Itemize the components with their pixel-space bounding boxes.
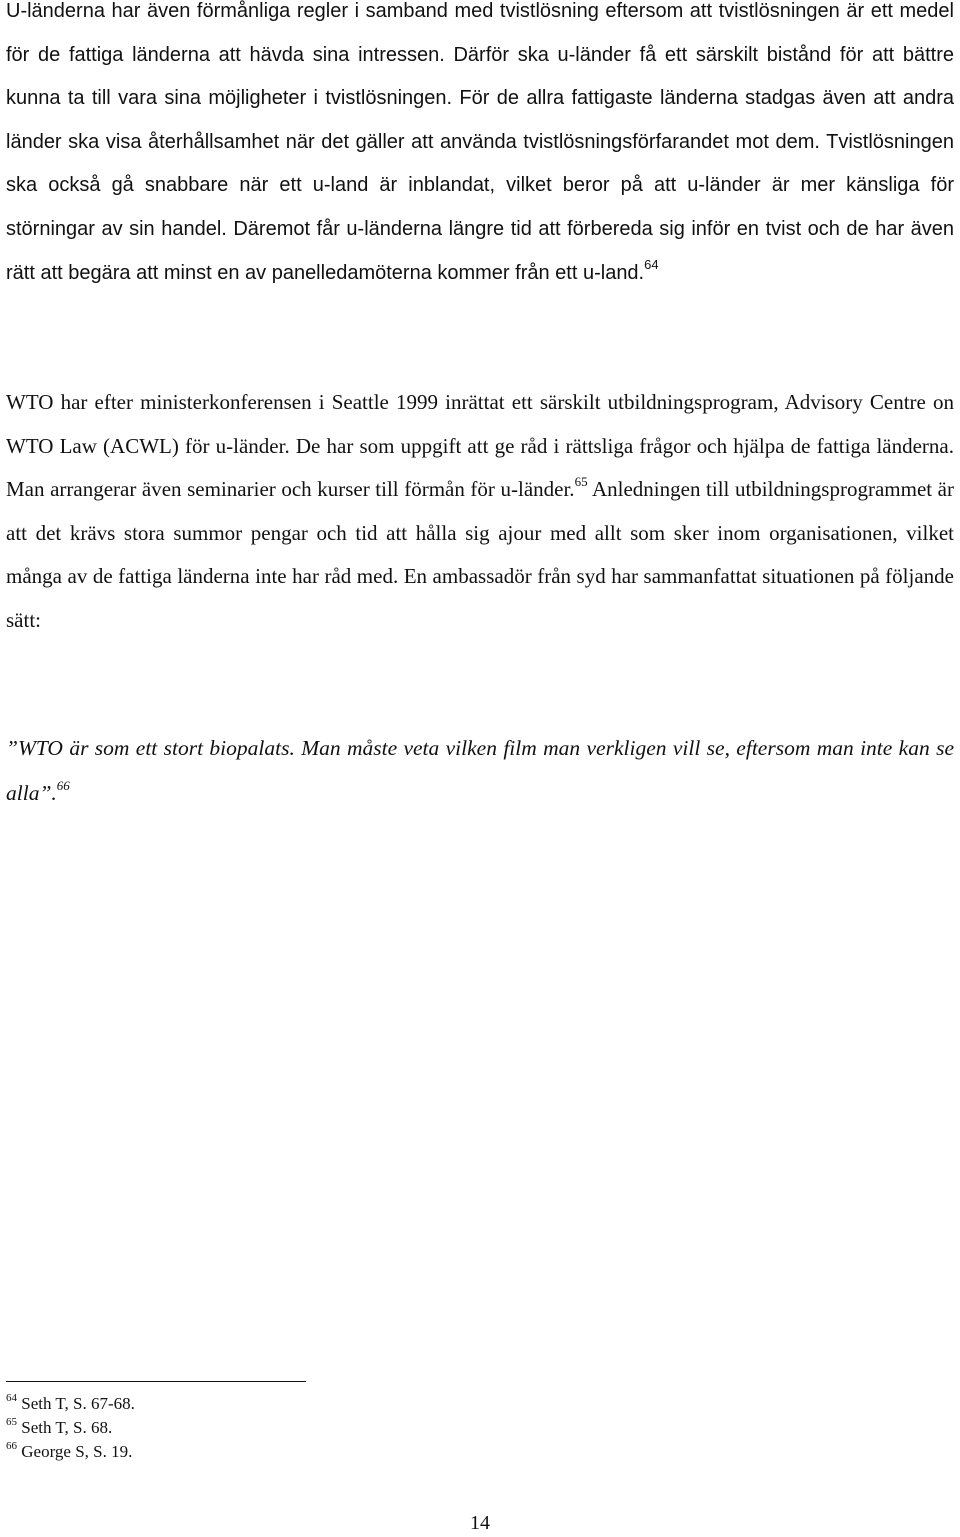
footnote-number: 65 <box>6 1416 17 1429</box>
footnote-ref-65[interactable]: 65 <box>574 474 588 490</box>
paragraph-text: U-länderna har även förmånliga regler i samband med tvistlösning eftersom att tvistlösningen är ett medel för de fattiga länderna att hävda sina intressen. Därför ska u-länder få ett särskilt bistånd för att bättre kunna ta till vara sina möjligheter i tvistlösningen. För de allra fattigaste länderna stadgas även att andra länder ska visa återhållsamhet när det gäller att använda tvistlösningsförfarandet mot dem. Tvistlösningen ska också gå snabbare när ett u-land är inblandat, vilket beror på att u-länder är mer känsliga för störningar av sin handel. Däremot får u-länderna längre tid att förbereda sig inför en tvist och de har även rätt att begära att minst en av panelledamöterna kommer från ett u-land. <box>6 0 954 284</box>
footnote-ref-66[interactable]: 66 <box>56 777 70 793</box>
paragraph-dispute-settlement <box>6 0 954 295</box>
footnote-separator <box>6 1381 306 1382</box>
paragraph-text-part-b: Anledningen till utbildningsprogrammet är att det krävs stora summor pengar och tid att hålla sig ajour med allt som sker inom organisationen, vilket många av de fattiga länderna inte har råd med. En ambassadör från syd har sammanfattat situationen på följande sätt: <box>6 477 954 632</box>
page-number: 14 <box>470 1512 490 1534</box>
quote-text: ”WTO är som ett stort biopalats. Man måste veta vilken film man verkligen vill se, eftersom man inte kan se alla”. <box>6 736 954 805</box>
footnote-number: 64 <box>6 1392 17 1405</box>
footnote-number: 66 <box>6 1440 17 1453</box>
footnote-text: George S, S. 19. <box>21 1442 133 1461</box>
footnote-item <box>6 1416 606 1440</box>
paragraph-acwl <box>6 381 954 643</box>
footnote-list <box>6 1392 606 1464</box>
footnote-text: Seth T, S. 67-68. <box>21 1394 135 1413</box>
footnote-text: Seth T, S. 68. <box>21 1418 113 1437</box>
footnote-item <box>6 1440 606 1464</box>
footnote-item <box>6 1392 606 1416</box>
ambassador-quote <box>6 726 954 816</box>
paragraph-text-part-a: WTO har efter ministerkonferensen i Seattle 1999 inrättat ett särskilt utbildningsprogram, Advisory Centre on WTO Law (ACWL) för u-länder. De har som uppgift att ge råd i rättsliga frågor och hjälpa de fattiga länderna. Man arrangerar även seminarier och kurser till förmån för u-länder. <box>6 390 954 502</box>
footnote-ref-64[interactable]: 64 <box>644 256 659 272</box>
